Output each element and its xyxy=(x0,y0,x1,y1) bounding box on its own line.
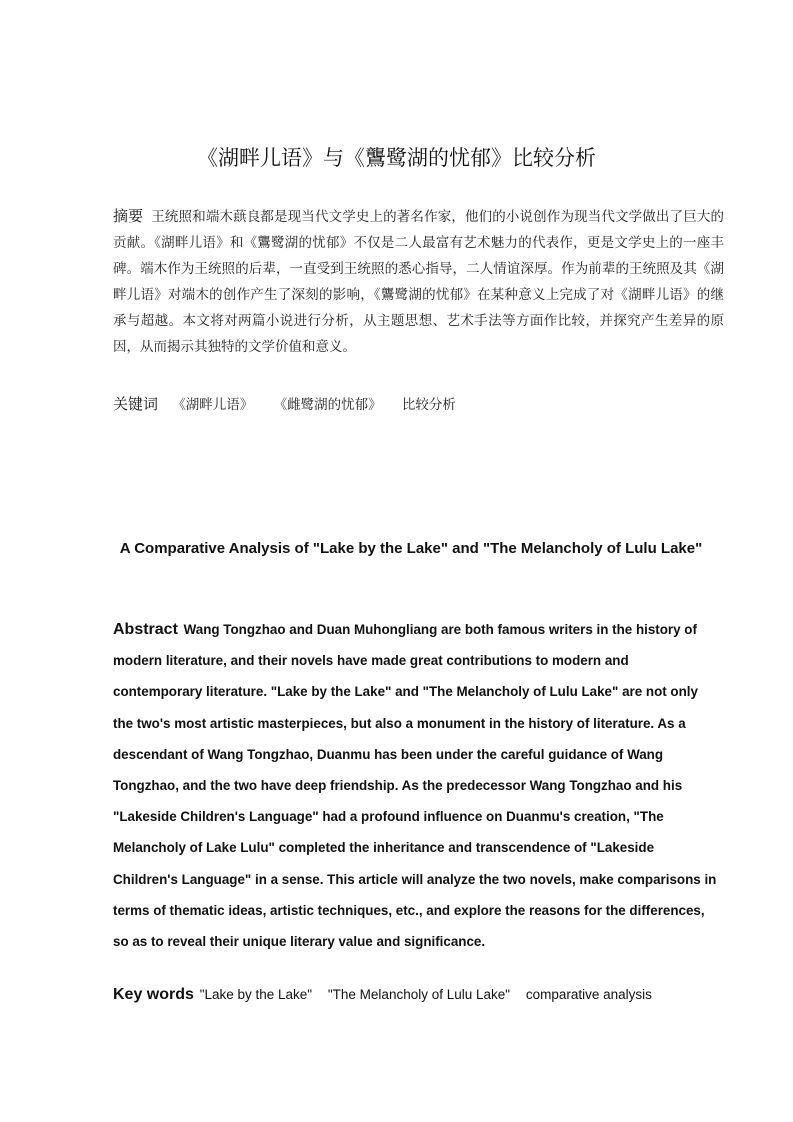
english-abstract-text: Wang Tongzhao and Duan Muhongliang are both famous writers in the history of modern literature, and their novels have made great contributions to modern and contemporary literature. "Lake by the Lake" and "The Melancholy of Lulu Lake" are not only the two's most artistic masterpieces, but also a monument in the history of literature. As a descendant of Wang Tongzhao, Duanmu has been under the careful guidance of Wang Tongzhao, and the two have deep friendship. As the predecessor Wang Tongzhao and his "Lakeside Children's Language" had a profound influence on Duanmu's creation, "The Melancholy of Lake Lulu" completed the inheritance and transcendence of "Lakeside Children's Language" in a sense. This article will analyze the two novels, make comparisons in terms of thematic ideas, artistic techniques, etc., and explore the reasons for the differences, so as to reveal their unique literary value and significance. xyxy=(113,622,717,950)
english-keyword: "Lake by the Lake" xyxy=(199,987,313,1002)
english-abstract-label: Abstract xyxy=(113,621,178,638)
chinese-keywords xyxy=(113,391,724,418)
english-title: A Comparative Analysis of "Lake by the Lake" and "The Melancholy of Lulu Lake" xyxy=(119,540,703,557)
chinese-keyword: 《雌鹭湖的忧郁》 xyxy=(273,397,382,413)
english-keyword: "The Melancholy of Lulu Lake" xyxy=(327,987,511,1002)
chinese-abstract-label: 摘要 xyxy=(113,207,144,225)
chinese-abstract-text: 王统照和端木蕻良都是现当代文学史上的著名作家，他们的小说创作为现当代文学做出了巨大的贡献。《湖畔儿语》和《鸗鹭湖的忧郁》不仅是二人最富有艺术魅力的代表作，更是文学史上的一座丰碑。端木作为王统照的后辈，一直受到王统照的悉心指导，二人情谊深厚。作为前辈的王统照及其《湖畔儿语》对端木的创作产生了深刻的影响，《鸗鹭湖的忧郁》在某种意义上完成了对《湖畔儿语》的继承与超越。本文将对两篇小说进行分析，从主题思想、艺术手法等方面作比较，并探究产生差异的原因，从而揭示其独特的文学价值和意义。 xyxy=(113,209,724,355)
chinese-keyword: 比较分析 xyxy=(401,397,456,413)
english-abstract xyxy=(113,614,721,957)
chinese-keywords-label: 关键词 xyxy=(113,395,159,413)
english-keywords-label: Key words xyxy=(113,986,194,1003)
chinese-abstract xyxy=(113,203,724,360)
chinese-keyword: 《湖畔儿语》 xyxy=(172,397,254,413)
english-keyword: comparative analysis xyxy=(525,987,652,1002)
chinese-title: 《湖畔儿语》与《鸗鹭湖的忧郁》比较分析 xyxy=(197,146,596,170)
english-keywords xyxy=(113,981,721,1009)
